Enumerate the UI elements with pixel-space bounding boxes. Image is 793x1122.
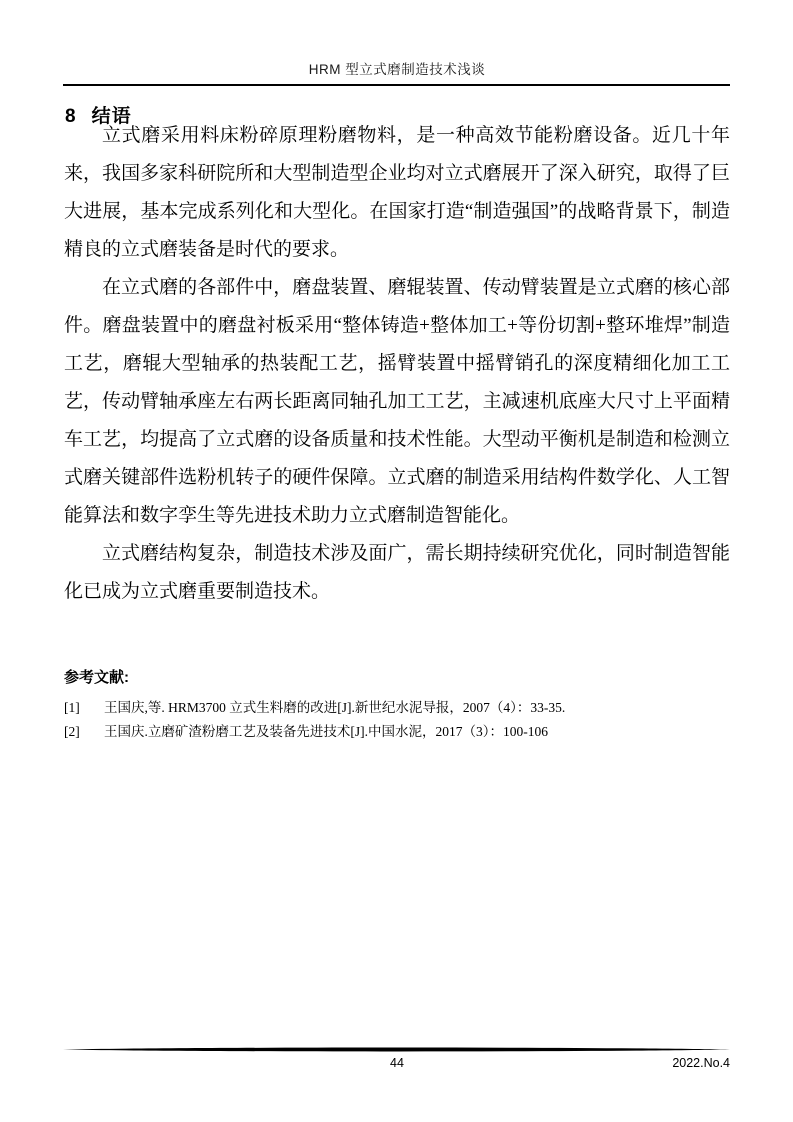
running-head-title: HRM 型立式磨制造技术浅谈 bbox=[308, 62, 486, 77]
references-section bbox=[64, 666, 730, 744]
issue-label: 2022.No.4 bbox=[672, 1056, 730, 1070]
paragraph: 立式磨采用料床粉碎原理粉磨物料，是一种高效节能粉磨设备。近几十年来，我国多家科研院所和大型制造型企业均对立式磨展开了深入研究，取得了巨大进展，基本完成系列化和大型化。在国家打造“制造强国”的战略背景下，制造精良的立式磨装备是时代的要求。 bbox=[64, 125, 730, 260]
paragraph: 在立式磨的各部件中，磨盘装置、磨辊装置、传动臂装置是立式磨的核心部件。磨盘装置中的磨盘衬板采用“整体铸造+整体加工+等份切割+整环堆焊”制造工艺，磨辊大型轴承的热装配工艺，摇臂装置中摇臂销孔的深度精细化加工工艺，传动臂轴承座左右两长距离同轴孔加工工艺，主减速机底座大尺寸上平面精车工艺，均提高了立式磨的设备质量和技术性能。大型动平衡机是制造和检测立式磨关键部件选粉机转子的硬件保障。立式磨的制造采用结构件数学化、人工智能算法和数字孪生等先进技术助力立式磨制造智能化。 bbox=[64, 277, 730, 526]
reference-item bbox=[64, 696, 730, 720]
section-title: 结语 bbox=[91, 105, 132, 127]
footer-rule bbox=[63, 1046, 730, 1053]
reference-item bbox=[64, 720, 730, 744]
header-rule bbox=[63, 84, 730, 86]
references-heading: 参考文献: bbox=[64, 669, 129, 686]
reference-text: 王国庆.立磨矿渣粉磨工艺及装备先进技术[J].中国水泥，2017（3）：100-106 bbox=[104, 724, 548, 739]
reference-text: 王国庆,等. HRM3700 立式生料磨的改进[J].新世纪水泥导报，2007（4）：33-35. bbox=[104, 700, 566, 715]
reference-marker: [1] bbox=[64, 700, 80, 715]
paragraph: 立式磨结构复杂，制造技术涉及面广，需长期持续研究优化，同时制造智能化已成为立式磨重要制造技术。 bbox=[64, 543, 730, 602]
section-number: 8 bbox=[65, 105, 77, 127]
page-number: 44 bbox=[390, 1056, 404, 1070]
reference-marker: [2] bbox=[64, 724, 80, 739]
body-text bbox=[64, 117, 730, 611]
